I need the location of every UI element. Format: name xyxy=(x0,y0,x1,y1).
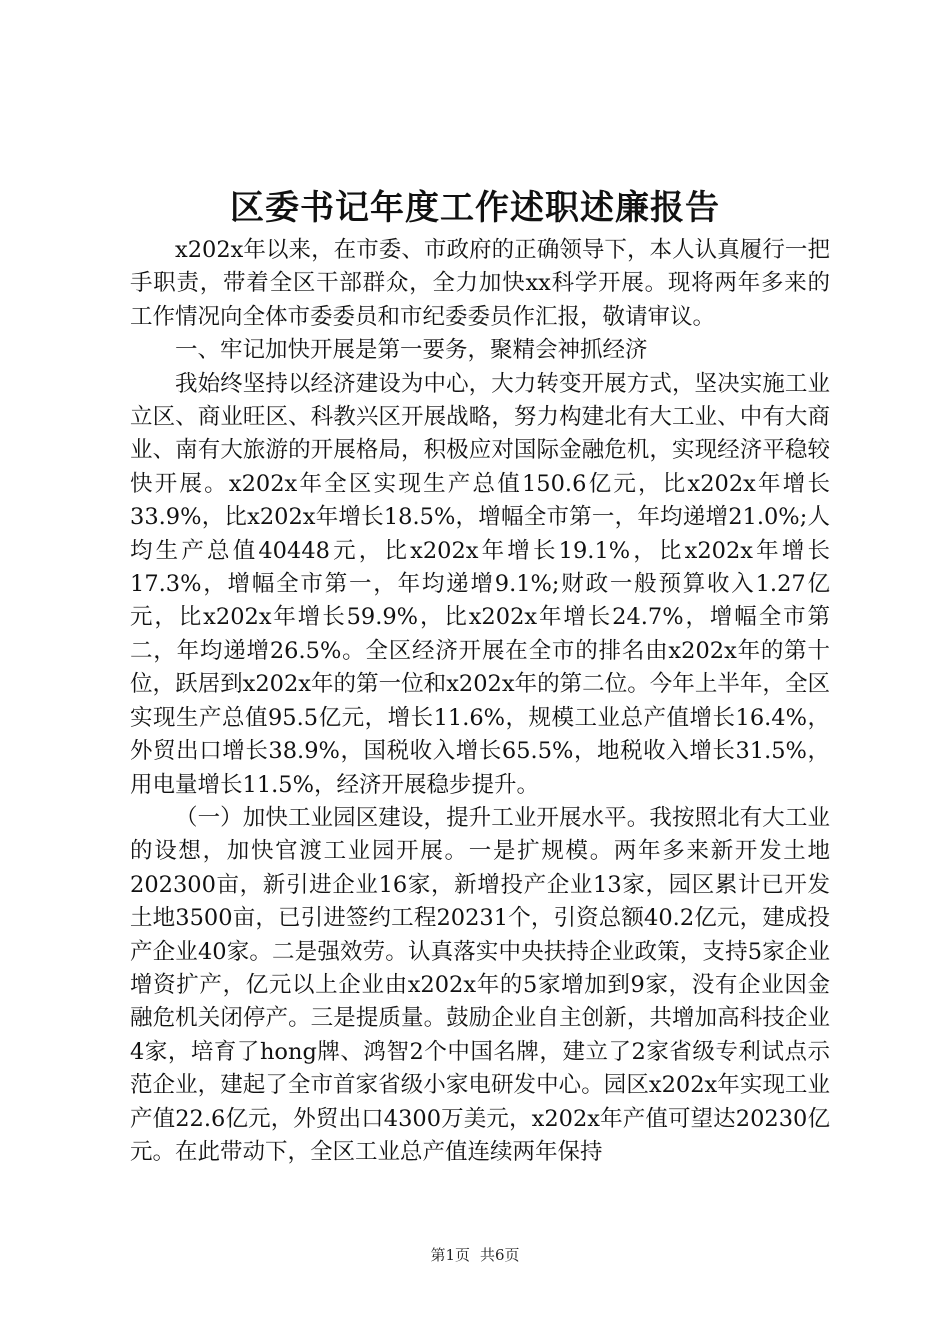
section-heading-1: 一、牢记加快开展是第一要务，聚精会神抓经济 xyxy=(175,337,648,364)
document-body xyxy=(130,234,830,1169)
paragraph-intro: x202x年以来，在市委、市政府的正确领导下，本人认真履行一把手职责，带着全区干部群众，全力加快xx科学开展。现将两年多来的工作情况向全体市委委员和市纪委委员作汇报，敬请审议。 xyxy=(130,237,830,330)
paragraph-economy: 我始终坚持以经济建设为中心，大力转变开展方式，坚决实施工业立区、商业旺区、科教兴区开展战略，努力构建北有大工业、中有大商业、南有大旅游的开展格局，积极应对国际金融危机，实现经济平稳较快开展。x202x年全区实现生产总值150.6亿元，比x202x年增长33.9%，比x202x年增长18.5%，增幅全市第一，年均递增21.0%;人均生产总值40448元，比x202x年增长19.1%，比x202x年增长17.3%，增幅全市第一，年均递增9.1%;财政一般预算收入1.27亿元，比x202x年增长59.9%，比x202x年增长24.7%，增幅全市第二，年均递增26.5%。全区经济开展在全市的排名由x202x年的第十位，跃居到x202x年的第一位和x202x年的第二位。今年上半年，全区实现生产总值95.5亿元，增长11.6%，规模工业总产值增长16.4%，外贸出口增长38.9%，国税收入增长65.5%，地税收入增长31.5%，用电量增长11.5%，经济开展稳步提升。 xyxy=(130,370,830,798)
page-number: 第1页 xyxy=(430,1246,470,1264)
document-title: 区委书记年度工作述职述廉报告 xyxy=(230,188,720,228)
paragraph-industrial-park: （一）加快工业园区建设，提升工业开展水平。我按照北有大工业的设想，加快官渡工业园开展。一是扩规模。两年多来新开发土地202300亩，新引进企业16家，新增投产企业13家，园区累计已开发土地3500亩，已引进签约工程20231个，引资总额40.2亿元，建成投产企业40家。二是强效劳。认真落实中央扶持企业政策，支持5家企业增资扩产，亿元以上企业由x202x年的5家增加到9家，没有企业因金融危机关闭停产。三是提质量。鼓励企业自主创新，共增加高科技企业4家，培育了hong牌、鸿智2个中国名牌，建立了2家省级专利试点示范企业，建起了全市首家省级小家电研发中心。园区x202x年实现工业产值22.6亿元，外贸出口4300万美元，x202x年产值可望达20230亿元。在此带动下，全区工业总产值连续两年保持 xyxy=(130,804,830,1165)
page-footer xyxy=(0,1245,950,1265)
page-total: 共6页 xyxy=(480,1246,520,1264)
